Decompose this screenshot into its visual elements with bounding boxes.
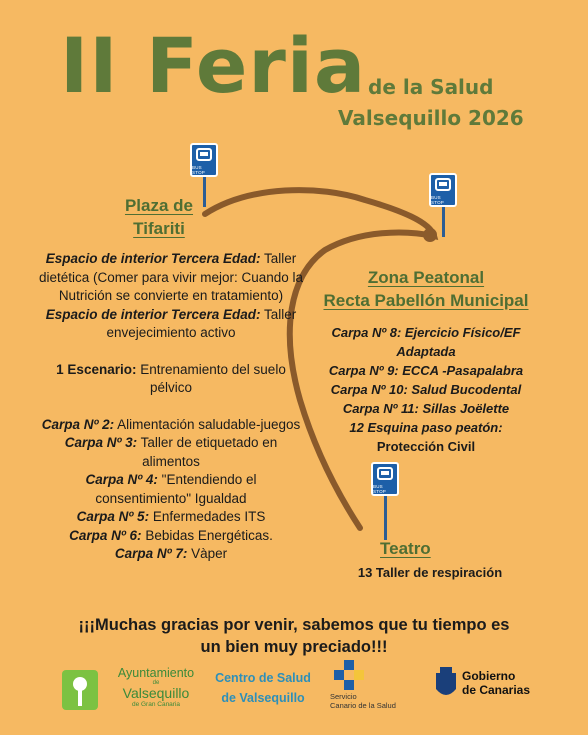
- subtitle-line2: Valsequillo 2026: [338, 106, 524, 130]
- zona-item: Carpa Nº 10: Salud Bucodental: [330, 382, 522, 397]
- location-teatro: Teatro: [380, 539, 431, 558]
- bus-stop-sign-teatro: BUS STOP: [371, 462, 399, 540]
- bus-stop-sign-zona: BUS STOP: [429, 173, 457, 237]
- zona-item: Protección Civil: [376, 439, 476, 454]
- bus-icon: [196, 148, 212, 161]
- plaza-item: Carpa Nº 6: Bebidas Energéticas.: [69, 527, 273, 543]
- scs-cross-icon: [330, 660, 372, 690]
- plaza-item: Carpa Nº 5: Enfermedades ITS: [76, 509, 266, 524]
- zona-schedule: [316, 323, 536, 456]
- logo-gobierno-canarias: Gobierno de Canarias: [434, 665, 544, 715]
- bus-icon: [435, 178, 451, 191]
- thanks-message: ¡¡¡Muchas gracias por venir, sabemos que tu tiempo es un bien muy preciado!!!: [78, 616, 510, 656]
- zona-item: 12 Esquina paso peatón:: [349, 420, 503, 435]
- plaza-item: Espacio de interior Tercera Edad: Taller dietética (Comer para vivir mejor: Cuando la Nutrición se convierte en tratamiento): [38, 251, 304, 303]
- bus-icon: [377, 467, 393, 480]
- logo-centro-salud: Centro de Salud de Valsequillo: [215, 671, 311, 705]
- canarias-shield-icon: [434, 667, 458, 701]
- logo-scs: Servicio Canario de la Salud: [330, 660, 420, 716]
- plaza-item: 1 Escenario: Entrenamiento del suelo pélvico: [56, 361, 286, 395]
- zona-item: Carpa Nº 9: ECCA -Pasapalabra: [328, 363, 524, 378]
- zona-item: Carpa Nº 8: Ejercicio Físico/EF Adaptada: [331, 325, 521, 359]
- location-zona: Zona Peatonal Recta Pabellón Municipal: [323, 268, 529, 310]
- logo-ayuntamiento: Ayuntamiento de Valsequillo de Gran Canaria: [60, 668, 200, 718]
- plaza-item: Carpa Nº 4: "Entendiendo el consentimiento" Igualdad: [85, 472, 257, 506]
- plaza-item: Carpa Nº 7: Vàper: [114, 546, 228, 561]
- ayuntamiento-emblem-icon: [60, 668, 100, 712]
- plaza-item: Carpa Nº 3: Taller de etiquetado en alimentos: [64, 435, 278, 469]
- plaza-item: Carpa Nº 2: Alimentación saludable-juegos: [41, 416, 301, 432]
- bus-stop-sign-plaza: BUS STOP: [190, 143, 218, 207]
- main-title: II Feria: [60, 21, 367, 110]
- plaza-item: Espacio de interior Tercera Edad: Taller envejecimiento activo: [45, 306, 297, 340]
- zona-item: Carpa Nº 11: Sillas Joëlette: [342, 401, 510, 416]
- subtitle-line1: de la Salud: [368, 75, 494, 99]
- teatro-item: 13 Taller de respiración: [357, 565, 503, 580]
- location-plaza: Plaza de Tifariti: [124, 196, 194, 238]
- plaza-schedule: [36, 250, 306, 564]
